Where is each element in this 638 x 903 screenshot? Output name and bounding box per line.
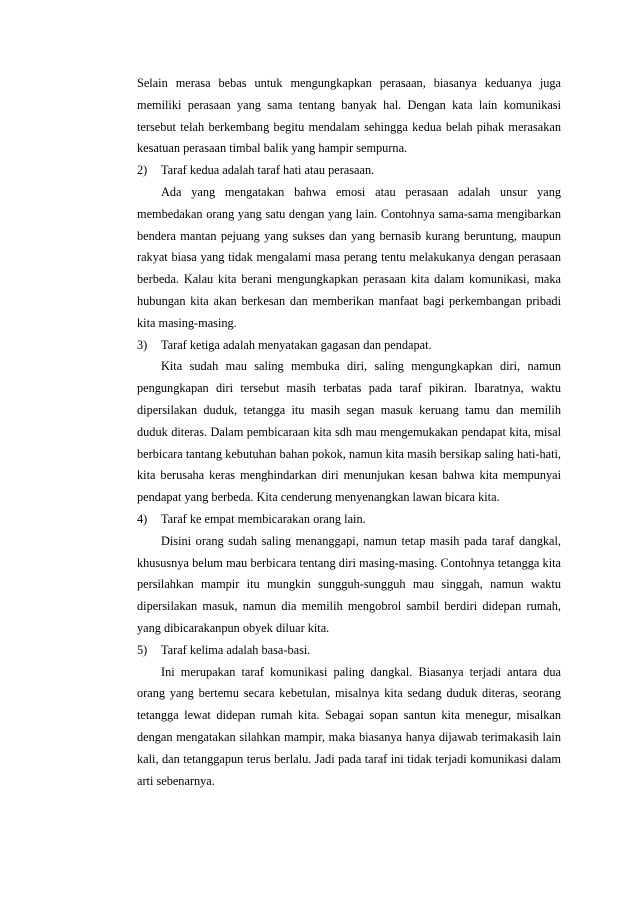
section-heading-text: Taraf kelima adalah basa-basi. (161, 642, 311, 657)
section-heading-text: Taraf ketiga adalah menyatakan gagasan dan pendapat. (161, 337, 432, 352)
section-body-4: Disini orang sudah saling menanggapi, namun tetap masih pada taraf dangkal, khususnya belum mau berbicara tentang diri masing-masing. Contohnya tetangga kita persilahkan mampir itu mungkin sungguh-sungguh mau singgah, namun waktu dipersilakan masuk, namun dia memilih mengobrol sambil berdiri didepan rumah, yang dibicarakanpun obyek diluar kita. (137, 533, 561, 635)
section-heading-text: Taraf ke empat membicarakan orang lain. (161, 511, 366, 526)
section-number: 2) (137, 163, 148, 178)
section-body-2: Ada yang mengatakan bahwa emosi atau perasaan adalah unsur yang membedakan orang yang satu dengan yang lain. Contohnya sama-sama mengibarkan bendera mantan pejuang yang sukses dan yang bernasib kurang beruntung, maupun rakyat biasa yang tidak mengalami masa perang tentu melakukanya dengan perasaan berbeda. Kalau kita berani mengungkapkan perasaan kita dalam komunikasi, maka hubungan kita akan berkesan dan memberikan manfaat bagi perkembangan pribadi kita masing-masing. (137, 184, 561, 330)
document-page (137, 73, 561, 792)
section-heading-5 (137, 640, 561, 662)
section-number: 5) (137, 642, 148, 657)
section-body-5: Ini merupakan taraf komunikasi paling dangkal. Biasanya terjadi antara dua orang yang bertemu secara kebetulan, misalnya kita sedang duduk diteras, seorang tetangga lewat didepan rumah kita. Sebagai sopan santun kita menegur, misalkan dengan mengatakan silahkan mampir, maka biasanya hanya dijawab terimakasih lain kali, dan tetanggapun terus berlalu. Jadi pada taraf ini tidak terjadi komunikasi dalam arti sebenarnya. (137, 664, 561, 788)
section-heading-4 (137, 509, 561, 531)
section-heading-3 (137, 335, 561, 357)
section-heading-2 (137, 160, 561, 182)
section-number: 4) (137, 511, 148, 526)
intro-paragraph: Selain merasa bebas untuk mengungkapkan perasaan, biasanya keduanya juga memiliki perasaan yang sama tentang banyak hal. Dengan kata lain komunikasi tersebut telah berkembang begitu mendalam sehingga kedua belah pihak merasakan kesatuan perasaan timbal balik yang hampir sempurna. (137, 76, 561, 156)
section-number: 3) (137, 337, 148, 352)
section-heading-text: Taraf kedua adalah taraf hati atau perasaan. (161, 163, 375, 178)
section-body-3: Kita sudah mau saling membuka diri, saling mengungkapkan diri, namun pengungkapan diri tersebut masih terbatas pada taraf pikiran. Ibaratnya, waktu dipersilakan duduk, tetangga itu masih segan masuk keruang tamu dan memilih duduk diteras. Dalam pembicaraan kita sdh mau mengemukakan pendapat kita, misal berbicara tantang kebutuhan bahan pokok, namun kita masih bersikap saling hati-hati, kita berusaha keras menghindarkan diri menunjukan kesan bahwa kita mempunyai pendapat yang berbeda. Kita cenderung menyenangkan lawan bicara kita. (137, 359, 561, 505)
